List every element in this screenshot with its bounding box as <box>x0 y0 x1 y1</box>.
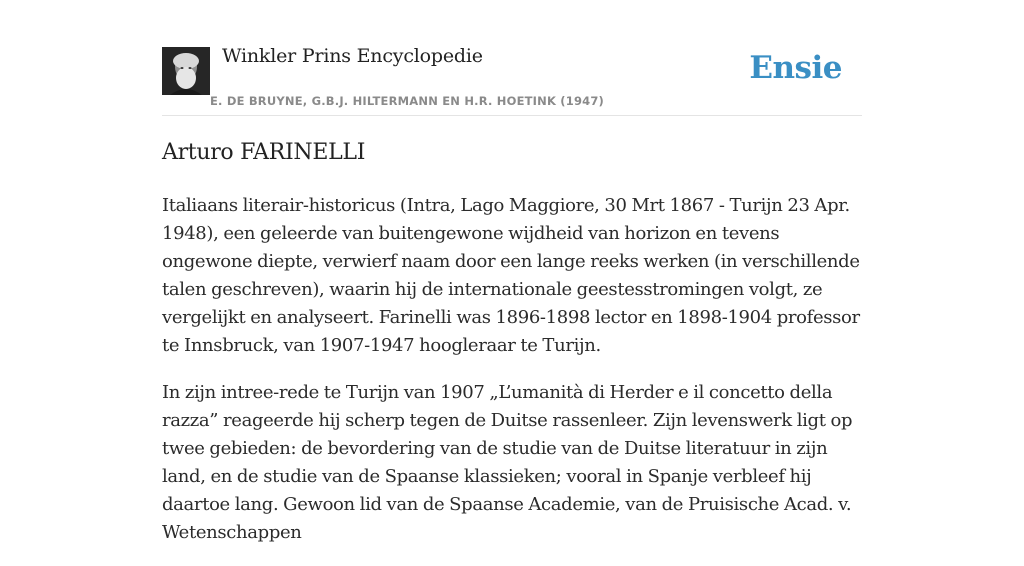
article-title: Arturo FARINELLI <box>162 140 366 165</box>
publication-title[interactable]: Winkler Prins Encyclopedie <box>222 45 483 67</box>
article-paragraph: In zijn intree-rede te Turijn van 1907 „L’umanità di Herder e il concetto della razza” reageerde hij scherp tegen de Duitse rassenleer. Zijn levenswerk ligt op twee gebieden: de bevordering van de studie van de Duitse literatuur in zijn land, en de studie van de Spaanse klassieken; vooral in Spanje verbleef hij daartoe lang. Gewoon lid van de Spaanse Academie, van de Pruisische Acad. v. Wetenschappen <box>162 382 853 543</box>
ensie-logo-link[interactable]: Ensie <box>749 50 842 86</box>
publication-authors: E. DE BRUYNE, G.B.J. HILTERMANN EN H.R. HOETINK (1947) <box>210 94 605 108</box>
article-paragraph: Italiaans literair-historicus (Intra, Lago Maggiore, 30 Mrt 1867 - Turijn 23 Apr. 1948), een geleerde van buitengewone wijdheid van horizon en tevens ongewone diepte, verwierf naam door een lange reeks werken (in verschillende talen geschreven), waarin hij de internationale geestesstromingen volgt, ze vergelijkt en analyseert. Farinelli was 1896-1898 lector en 1898-1904 professor te Innsbruck, van 1907-1947 hoogleraar te Turijn. <box>162 195 860 356</box>
publication-header <box>162 0 862 116</box>
avatar[interactable] <box>162 47 210 95</box>
article-body <box>162 192 862 566</box>
portrait-icon <box>162 47 210 95</box>
